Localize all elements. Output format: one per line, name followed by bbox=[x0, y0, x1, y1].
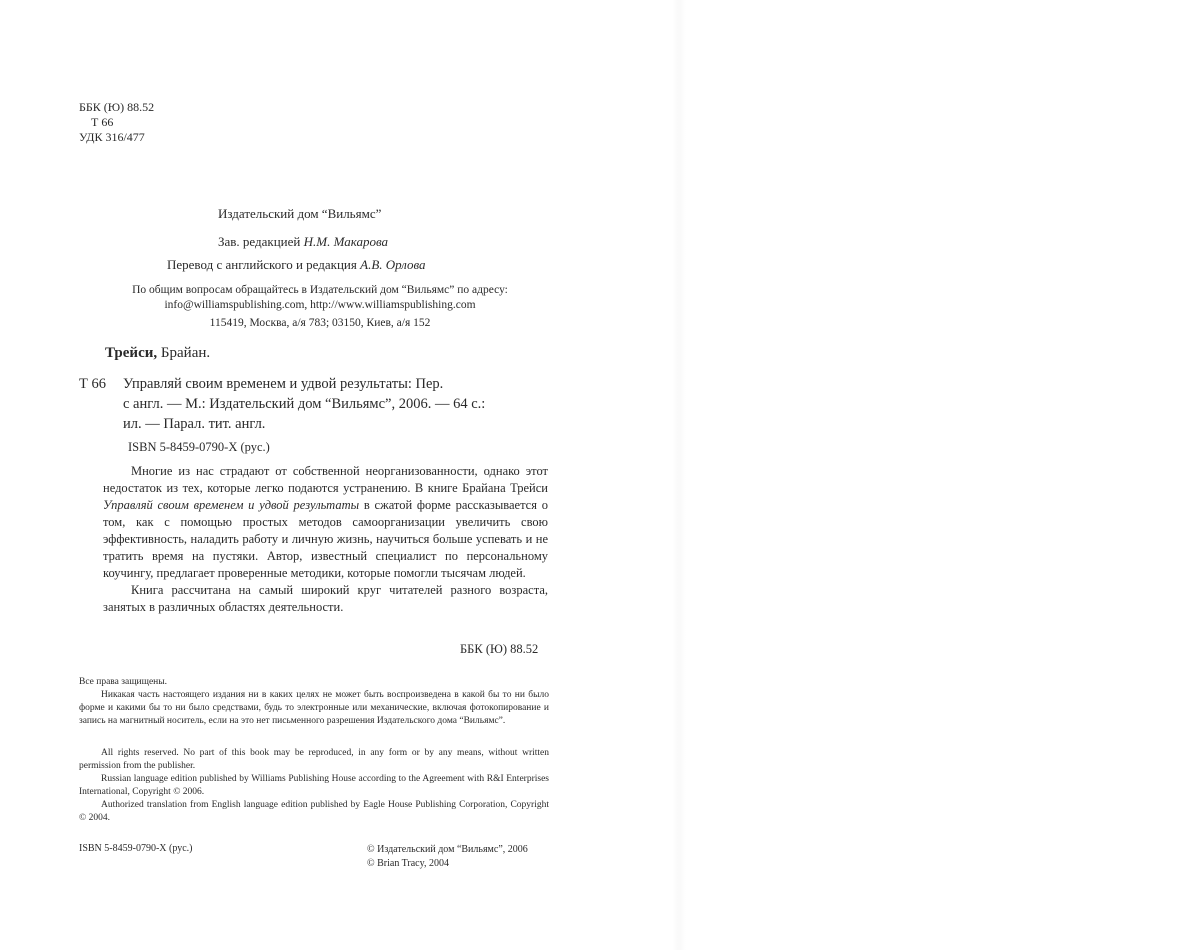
contact-line-1: По общим вопросам обращайтесь в Издательский дом “Вильямс” по адресу: bbox=[132, 284, 508, 296]
annotation-text-2: в сжатой форме рассказывается о том, как с помощью простых методов самоорганизации увеличить свою эффективность, наладить работу и личную жизнь, научиться больше успевать и не тратить время на пустяки. Автор, известный специалист по персональному коучингу, предлагает проверенные методики, которые помогли тысячам людей. bbox=[103, 498, 548, 580]
rights-en-1: All rights reserved. No part of this book may be reproduced, in any form or by any means, without written permission from the publisher. bbox=[79, 748, 549, 771]
translator-line bbox=[167, 257, 426, 273]
rights-russian bbox=[79, 676, 549, 728]
annotation-text-1: Многие из нас страдают от собственной неорганизованности, однако этот недостаток из тех, которые легко подаются устранению. В книге Брайана Трейси bbox=[103, 464, 548, 495]
rights-ru-text: Никакая часть настоящего издания ни в каких целях не может быть воспроизведена в какой бы то ни было форме и какими бы то ни было средствами, будь то электронные или механические, включая фотокопирование и запись на магнитный носитель, если на это нет письменного разрешения Издательского дома “Вильямс”. bbox=[79, 690, 549, 726]
rights-en-3: Authorized translation from English language edition published by Eagle House Publishing Corporation, Copyright © 2004. bbox=[79, 800, 549, 823]
isbn-main: ISBN 5-8459-0790-X (рус.) bbox=[128, 440, 270, 454]
author-surname: Трейси, bbox=[105, 345, 158, 361]
copyright-author: © Brian Tracy, 2004 bbox=[367, 858, 449, 869]
blank-right-page bbox=[686, 0, 1200, 950]
book-title-italic: Управляй своим временем и удвой результаты bbox=[103, 498, 360, 512]
bbk-code-right: ББК (Ю) 88.52 bbox=[460, 642, 539, 656]
page-fold-shadow bbox=[672, 0, 686, 950]
contact-line-3: 115419, Москва, а/я 783; 03150, Киев, а/я 152 bbox=[209, 317, 431, 329]
catalog-line-1: Управляй своим временем и удвой результаты: Пер. bbox=[123, 376, 444, 392]
author-name: Брайан. bbox=[160, 345, 211, 361]
editor-name: Н.М. Макарова bbox=[303, 234, 389, 249]
publisher-line: Издательский дом “Вильямс” bbox=[218, 206, 382, 221]
annotation bbox=[103, 463, 548, 616]
author-heading bbox=[105, 345, 210, 362]
bbk-code: ББК (Ю) 88.52 bbox=[79, 100, 155, 114]
catalog-line-2: с англ. — М.: Издательский дом “Вильямс”, 2006. — 64 с.: bbox=[123, 396, 486, 412]
rights-en-2: Russian language edition published by Williams Publishing House according to the Agreement with R&I Enterprises International, Copyright © 2006. bbox=[79, 774, 549, 797]
contact-line-2: info@williamspublishing.com, http://www.williamspublishing.com bbox=[164, 299, 476, 311]
classification-block bbox=[79, 100, 154, 145]
udk-code: УДК 316/477 bbox=[79, 130, 145, 144]
annotation-paragraph-1 bbox=[103, 463, 548, 582]
catalog-code: Т 66 bbox=[79, 376, 106, 392]
catalog-entry bbox=[79, 374, 549, 434]
author-mark: Т 66 bbox=[91, 115, 114, 129]
rights-ru-title: Все права защищены. bbox=[79, 677, 168, 687]
catalog-line-3: ил. — Парал. тит. англ. bbox=[123, 416, 266, 432]
rights-english bbox=[79, 747, 549, 825]
annotation-paragraph-2: Книга рассчитана на самый широкий круг читателей разного возраста, занятых в различных областях деятельности. bbox=[103, 583, 548, 614]
translator-prefix: Перевод с английского и редакция bbox=[167, 257, 357, 272]
copyright-block bbox=[367, 843, 528, 871]
editor-prefix: Зав. редакцией bbox=[218, 234, 301, 249]
editor-line bbox=[218, 234, 388, 250]
isbn-bottom: ISBN 5-8459-0790-X (рус.) bbox=[79, 843, 193, 854]
translator-name: А.В. Орлова bbox=[360, 257, 426, 272]
copyright-publisher: © Издательский дом “Вильямс”, 2006 bbox=[367, 844, 528, 855]
